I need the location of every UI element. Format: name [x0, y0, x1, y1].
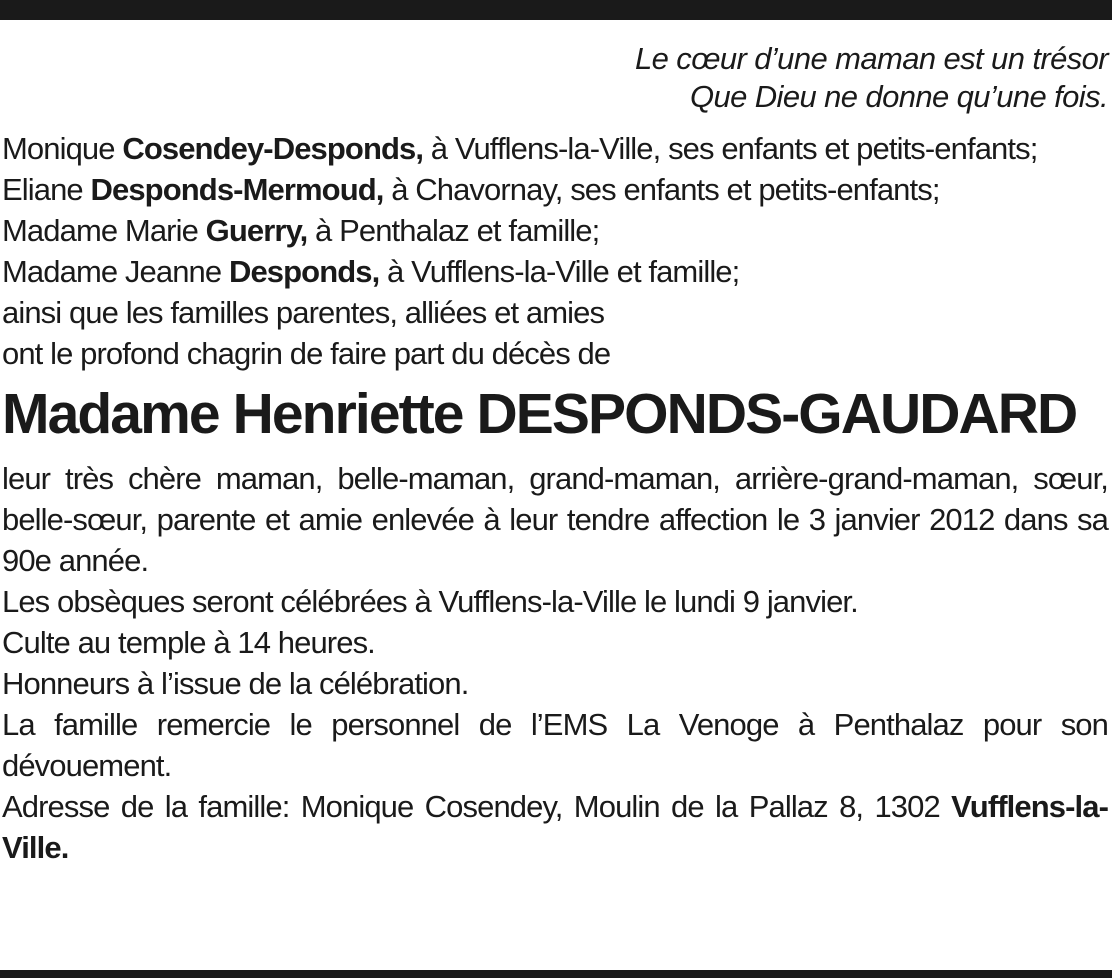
family-member-prefix: Madame Marie	[2, 213, 206, 248]
deceased-description: leur très chère maman, belle-maman, grand-maman, arrière-grand-maman, sœur, belle-sœur, parente et amie enlevée à leur tendre affection le 3 janvier 2012 dans sa 90e année.	[2, 461, 1108, 578]
bottom-rule	[0, 970, 1112, 978]
family-member-name: Desponds-Mermoud,	[90, 172, 384, 207]
family-member-prefix: Madame Jeanne	[2, 254, 229, 289]
family-member	[2, 210, 1108, 251]
thanks-line: La famille remercie le personnel de l’EMS La Venoge à Penthalaz pour son dévouement.	[2, 707, 1108, 783]
family-member-suffix: à Penthalaz et famille;	[307, 213, 600, 248]
honors-line: Honneurs à l’issue de la célébration.	[2, 666, 469, 701]
announcement-line: ont le profond chagrin de faire part du décès de	[2, 336, 611, 371]
family-list	[2, 128, 1108, 374]
family-member-suffix: à Vufflens-la-Ville, ses enfants et petits-enfants;	[423, 131, 1038, 166]
family-member	[2, 128, 1108, 169]
family-member-name: Cosendey-Desponds,	[122, 131, 424, 166]
family-member	[2, 169, 1108, 210]
epigraph	[2, 40, 1108, 116]
deceased-name: Madame Henriette DESPONDS-GAUDARD	[2, 382, 1077, 446]
family-member-prefix: Eliane	[2, 172, 91, 207]
funeral-line: Les obsèques seront célébrées à Vufflens-la-Ville le lundi 9 janvier.	[2, 584, 858, 619]
address-text: Adresse de la famille: Monique Cosendey, Moulin de la Pallaz 8, 1302	[2, 789, 952, 824]
relatives-line: ainsi que les familles parentes, alliées et amies	[2, 295, 605, 330]
service-line: Culte au temple à 14 heures.	[2, 625, 375, 660]
details	[2, 458, 1108, 868]
family-address	[2, 786, 1108, 868]
epigraph-line-2: Que Dieu ne donne qu’une fois.	[689, 79, 1108, 114]
family-member-name: Guerry,	[205, 213, 308, 248]
top-rule	[0, 0, 1112, 20]
obituary-notice	[2, 40, 1108, 868]
family-member-suffix: à Vufflens-la-Ville et famille;	[379, 254, 740, 289]
address-town: Vufflens-la-Ville.	[2, 789, 1108, 865]
family-member-suffix: à Chavornay, ses enfants et petits-enfants;	[383, 172, 940, 207]
family-member-prefix: Monique	[2, 131, 123, 166]
family-member	[2, 251, 1108, 292]
epigraph-line-1: Le cœur d’une maman est un trésor	[635, 41, 1108, 76]
family-member-name: Desponds,	[228, 254, 380, 289]
